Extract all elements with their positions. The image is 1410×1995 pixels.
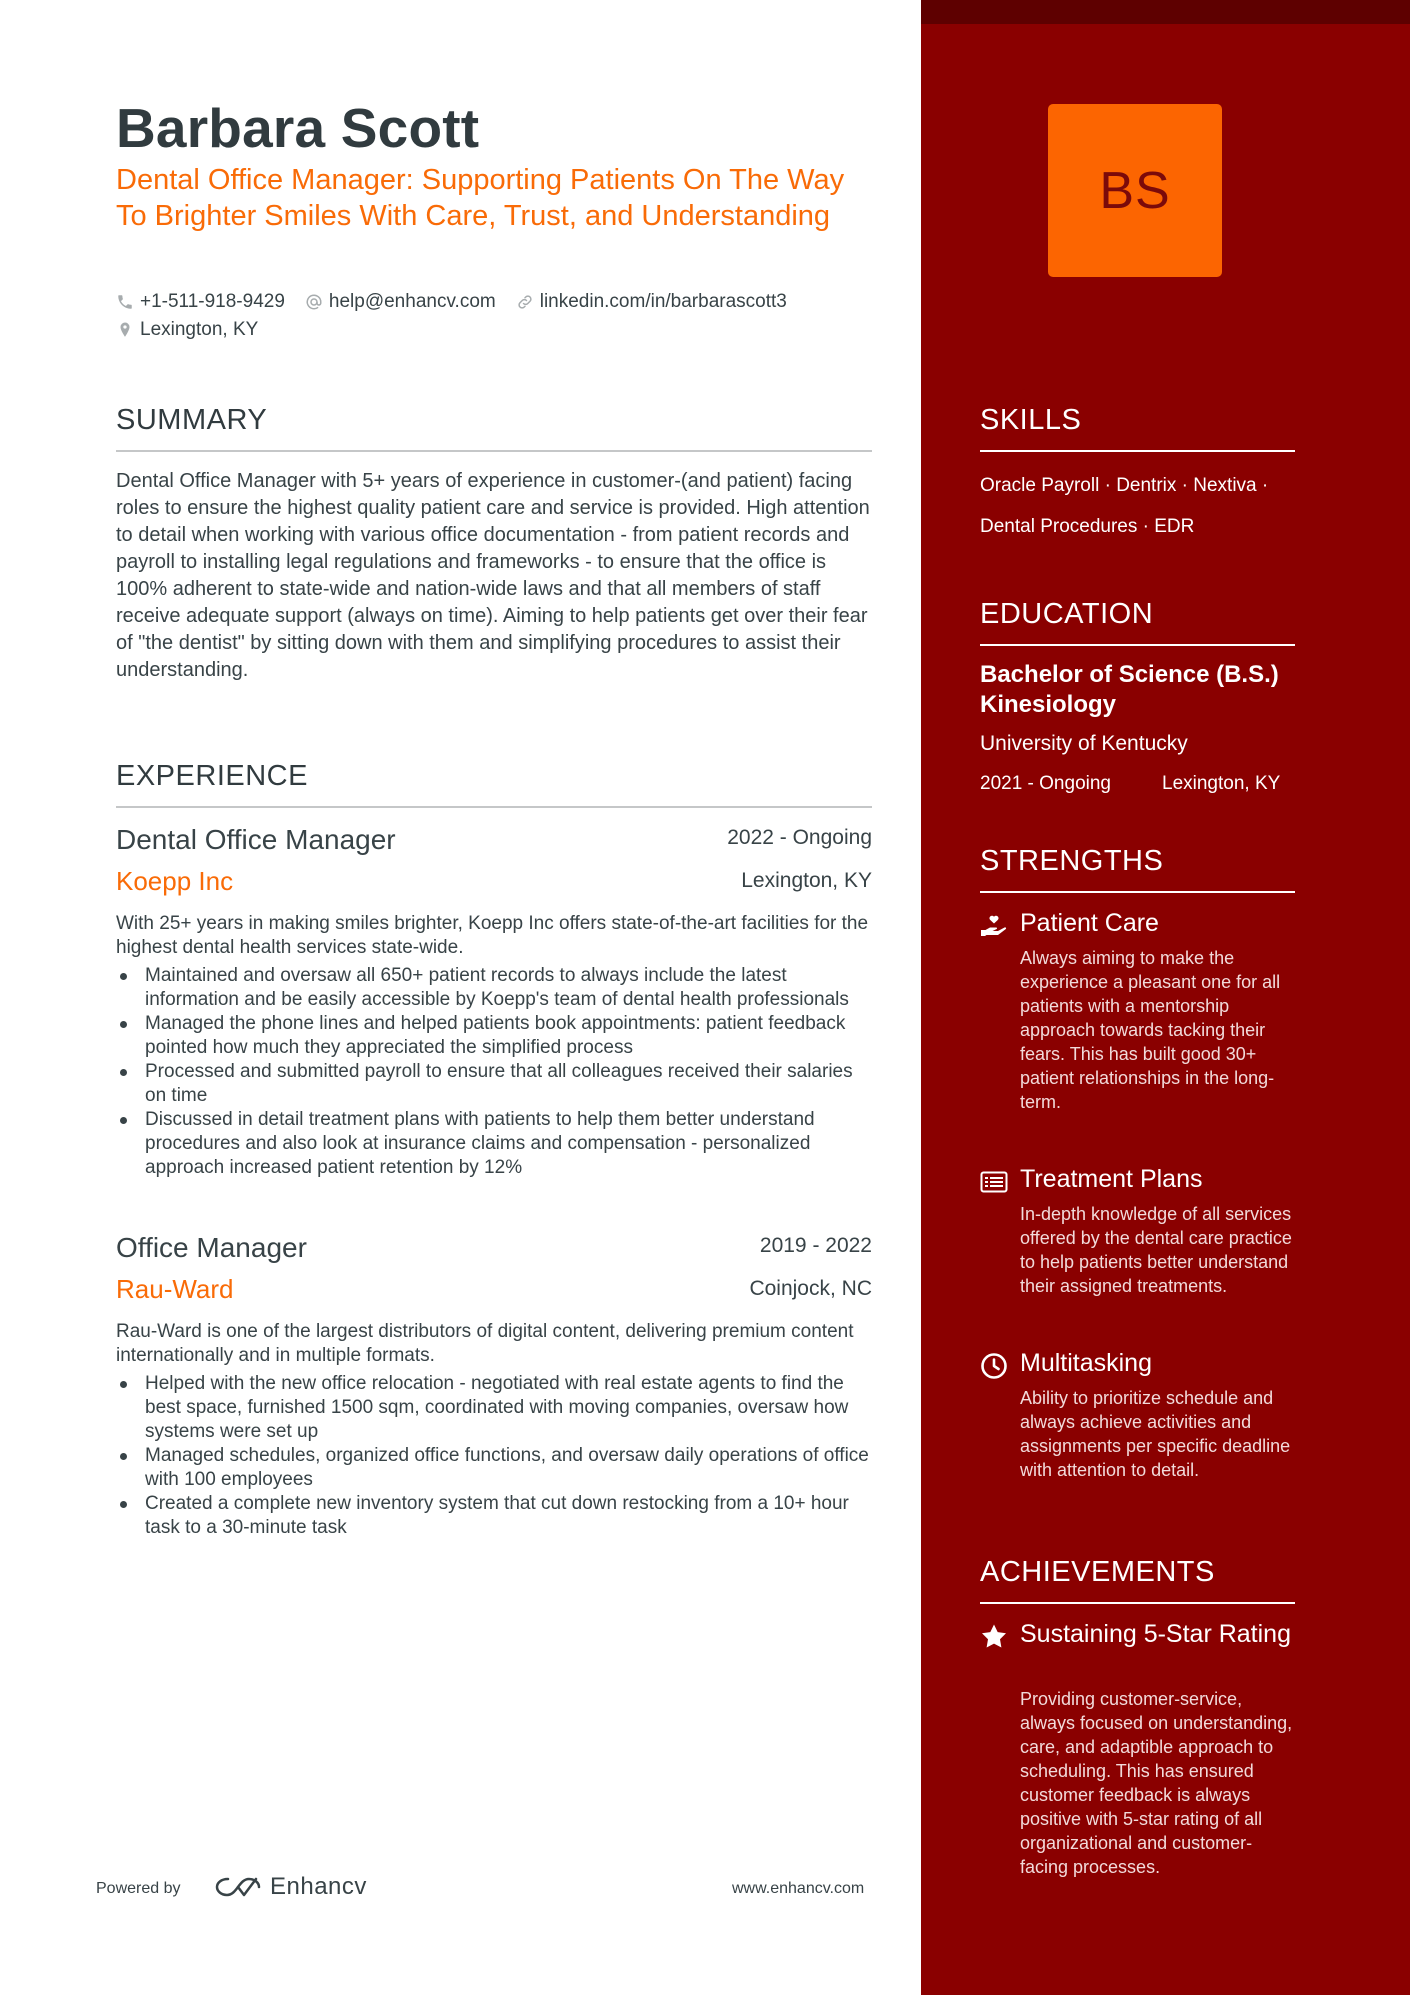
education-divider bbox=[980, 644, 1295, 646]
education-degree: Bachelor of Science (B.S.) Kinesiology bbox=[980, 661, 1279, 718]
strengths-heading: STRENGTHS bbox=[980, 845, 1164, 877]
job-entry bbox=[116, 824, 872, 1204]
job-role: Office Manager bbox=[116, 1232, 307, 1263]
strength-item bbox=[980, 1164, 1300, 1334]
powered-by-label: Powered by bbox=[96, 1880, 181, 1897]
achievement-title: Sustaining 5-Star Rating bbox=[1020, 1620, 1291, 1648]
location-contact bbox=[116, 319, 258, 341]
phone-contact[interactable] bbox=[116, 291, 285, 313]
strengths-divider bbox=[980, 891, 1295, 893]
contact-info bbox=[116, 288, 876, 344]
job-dates: 2019 - 2022 bbox=[759, 1234, 872, 1257]
job-description: Rau-Ward is one of the largest distributors of digital content, delivering premium content internationally and in multiple formats. bbox=[116, 1321, 854, 1366]
skills-line: Oracle Payroll · Dentrix · Nextiva · bbox=[980, 475, 1269, 496]
email-contact[interactable] bbox=[305, 291, 496, 313]
job-company: Rau-Ward bbox=[116, 1274, 234, 1304]
star-icon bbox=[980, 1623, 1008, 1651]
strength-text: Ability to prioritize schedule and always achieve activities and assignments per specific deadline with attention to detail. bbox=[1020, 1388, 1291, 1480]
list-card-icon bbox=[980, 1168, 1008, 1196]
summary-heading: SUMMARY bbox=[116, 404, 268, 436]
strength-title: Patient Care bbox=[1020, 909, 1159, 937]
location-text: Lexington, KY bbox=[140, 319, 259, 340]
job-entry bbox=[116, 1232, 872, 1562]
job-bullet: Managed the phone lines and helped patients book appointments: patient feedback pointed how much they appreciated the simplified process bbox=[116, 1012, 872, 1060]
job-bullets bbox=[116, 1372, 872, 1540]
job-bullets bbox=[116, 964, 872, 1180]
location-pin-icon bbox=[116, 321, 134, 339]
linkedin-url: linkedin.com/in/barbarascott3 bbox=[539, 291, 787, 312]
job-description: With 25+ years in making smiles brighter, Koepp Inc offers state-of-the-art facilities for the highest dental health services state-wide. bbox=[116, 913, 869, 958]
hand-heart-icon bbox=[980, 912, 1008, 940]
link-icon bbox=[516, 293, 534, 311]
summary-divider bbox=[116, 450, 872, 452]
strength-text: Always aiming to make the experience a pleasant one for all patients with a mentorship approach towards tacking their fears. This has built good 30+ patient relationships in the long-term. bbox=[1020, 948, 1281, 1112]
skills-list bbox=[980, 465, 1300, 547]
phone-number: +1-511-918-9429 bbox=[140, 291, 285, 312]
experience-heading: EXPERIENCE bbox=[116, 760, 308, 792]
job-company: Koepp Inc bbox=[116, 866, 234, 896]
experience-divider bbox=[116, 806, 872, 808]
education-heading: EDUCATION bbox=[980, 598, 1154, 630]
strength-item bbox=[980, 908, 1300, 1138]
strength-title: Multitasking bbox=[1020, 1349, 1152, 1377]
phone-icon bbox=[116, 293, 134, 311]
education-school: University of Kentucky bbox=[980, 732, 1188, 755]
candidate-title: Dental Office Manager: Supporting Patients On The Way To Brighter Smiles With Care, Trust, and Understanding bbox=[116, 164, 845, 232]
achievements-heading: ACHIEVEMENTS bbox=[980, 1556, 1215, 1588]
job-bullet: Managed schedules, organized office functions, and oversaw daily operations of office with 100 employees bbox=[116, 1444, 872, 1492]
job-bullet: Created a complete new inventory system that cut down restocking from a 10+ hour task to a 30-minute task bbox=[116, 1492, 872, 1540]
strength-item bbox=[980, 1348, 1300, 1518]
job-bullet: Processed and submitted payroll to ensure that all colleagues received their salaries on time bbox=[116, 1060, 872, 1108]
summary-text: Dental Office Manager with 5+ years of experience in customer-(and patient) facing roles to ensure the highest quality patient care and service is provided. High attention to detail when working with various office documentation - from patient records and payroll to installing legal regulations and frameworks - to ensure that the office is 100% adherent to state-wide and nation-wide laws and that all members of staff receive adequate support (always on time). Aiming to help patients get over their fear of "the dentist" by sitting down with them and simplifying procedures to assist their understanding. bbox=[116, 470, 870, 681]
enhancv-brand: Enhancv bbox=[270, 1873, 367, 1900]
job-bullet: Maintained and oversaw all 650+ patient records to always include the latest information and be easily accessible by Koepp's team of dental health professionals bbox=[116, 964, 872, 1012]
skills-line: Dental Procedures · EDR bbox=[980, 516, 1195, 537]
website-link[interactable]: www.enhancv.com bbox=[732, 1880, 865, 1897]
education-dates: 2021 - Ongoing bbox=[980, 773, 1111, 794]
email-address: help@enhancv.com bbox=[328, 291, 496, 312]
job-role: Dental Office Manager bbox=[116, 824, 396, 855]
achievement-item bbox=[980, 1619, 1300, 1909]
achievement-text: Providing customer-service, always focused on understanding, care, and adaptible approach to scheduling. This has ensured customer feedback is always positive with 5-star rating of all organizational and customer-facing processes. bbox=[1020, 1689, 1293, 1877]
achievements-divider bbox=[980, 1602, 1295, 1604]
candidate-name: Barbara Scott bbox=[116, 97, 480, 159]
strength-text: In-depth knowledge of all services offered by the dental care practice to help patients better understand their assigned treatments. bbox=[1020, 1204, 1292, 1296]
education-location: Lexington, KY bbox=[1162, 773, 1281, 794]
skills-divider bbox=[980, 450, 1295, 452]
job-dates: 2022 - Ongoing bbox=[727, 826, 872, 849]
job-bullet: Discussed in detail treatment plans with patients to help them better understand procedures and also look at insurance claims and compensation - personalized approach increased patient retention by 12% bbox=[116, 1108, 872, 1180]
job-location: Lexington, KY bbox=[741, 869, 872, 892]
job-bullet: Helped with the new office relocation - negotiated with real estate agents to find the best space, furnished 1500 sqm, coordinated with moving companies, oversaw how systems were set up bbox=[116, 1372, 872, 1444]
avatar: BS bbox=[1048, 104, 1222, 277]
linkedin-contact[interactable] bbox=[516, 291, 787, 313]
clock-icon bbox=[980, 1352, 1008, 1380]
at-icon bbox=[305, 293, 323, 311]
job-location: Coinjock, NC bbox=[749, 1277, 872, 1300]
skills-heading: SKILLS bbox=[980, 404, 1082, 436]
sidebar-top-band bbox=[921, 0, 1410, 24]
strength-title: Treatment Plans bbox=[1020, 1165, 1203, 1193]
enhancv-logo[interactable] bbox=[214, 1873, 367, 1901]
sidebar bbox=[921, 0, 1410, 1995]
enhancv-logo-icon bbox=[214, 1875, 262, 1899]
